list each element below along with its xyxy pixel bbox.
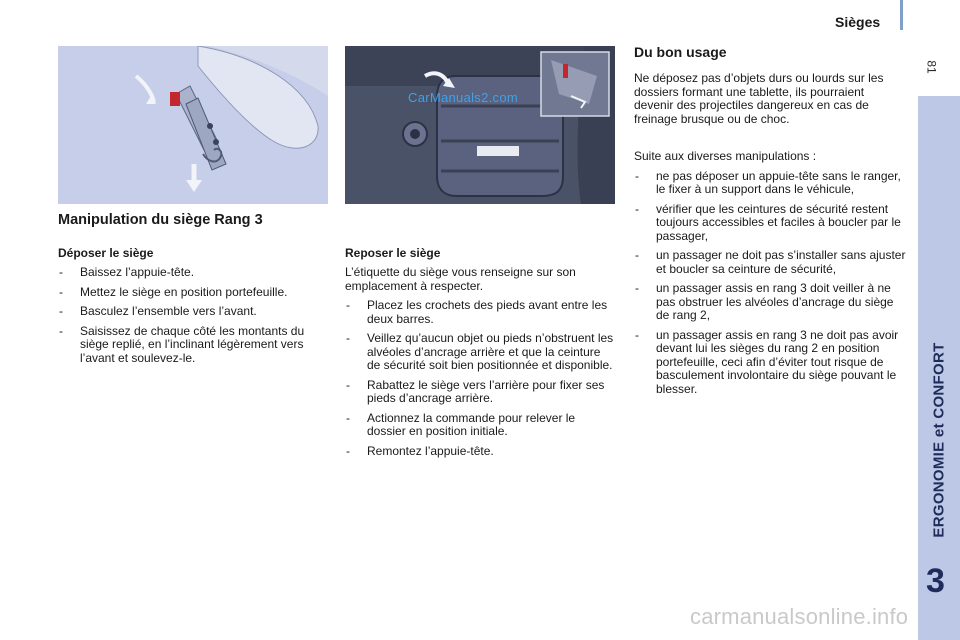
illustration-seat-removal bbox=[58, 46, 328, 204]
section-title: Manipulation du siège Rang 3 bbox=[58, 212, 263, 228]
remove-seat-heading: Déposer le siège bbox=[58, 246, 154, 260]
list-item: - un passager assis en rang 3 ne doit pas avoir devant lui les sièges du rang 2 en position portefeuille, ceci afin d’éviter tout risque de basculement involontaire du siège pouvant le blesser. bbox=[634, 329, 906, 397]
header-divider bbox=[900, 0, 903, 30]
footer-watermark: carmanualsonline.info bbox=[690, 604, 909, 629]
list-item: - Mettez le siège en position portefeuille. bbox=[58, 286, 330, 300]
refit-seat-heading: Reposer le siège bbox=[345, 246, 441, 260]
list-item: - Saisissez de chaque côté les montants du siège replié, en l’inclinant légèrement vers l’avant et soulevez-le. bbox=[58, 325, 330, 366]
list-item: - Basculez l’ensemble vers l’avant. bbox=[58, 305, 330, 319]
list-item: - Rabattez le siège vers l’arrière pour fixer ses pieds d’ancrage arrière. bbox=[345, 379, 617, 406]
remove-seat-steps bbox=[58, 266, 330, 365]
good-use-column bbox=[634, 44, 906, 402]
illustration-seat-refit bbox=[345, 46, 615, 204]
chapter-number: 3 bbox=[926, 562, 945, 600]
list-item: - un passager ne doit pas s’installer sans ajuster et boucler sa ceinture de sécurité, bbox=[634, 249, 906, 276]
list-item: - Remontez l’appuie-tête. bbox=[345, 445, 617, 459]
good-use-list bbox=[634, 170, 906, 397]
refit-seat-intro: L’étiquette du siège vous renseigne sur son emplacement à respecter. bbox=[345, 265, 576, 293]
list-item: - vérifier que les ceintures de sécurité restent toujours accessibles et faciles à boucler par le passager, bbox=[634, 203, 906, 244]
list-item: - Placez les crochets des pieds avant entre les deux barres. bbox=[345, 299, 617, 326]
page-number: 81 bbox=[924, 60, 939, 74]
list-item: - Actionnez la commande pour relever le dossier en position initiale. bbox=[345, 412, 617, 439]
chapter-title-vertical: ERGONOMIE et CONFORT bbox=[930, 342, 948, 538]
page-header-title: Sièges bbox=[835, 14, 881, 30]
refit-seat-steps bbox=[345, 299, 617, 458]
list-item: - ne pas déposer un appuie-tête sans le ranger, le fixer à un support dans le véhicule, bbox=[634, 170, 906, 197]
list-item: - Baissez l’appuie-tête. bbox=[58, 266, 330, 280]
good-use-title: Du bon usage bbox=[634, 44, 727, 60]
good-use-warning: Ne déposez pas d’objets durs ou lourds sur les dossiers formant une tablette, ils pourraient devenir des projectiles dangereux en cas de freinage brusque ou de choc. bbox=[634, 71, 884, 126]
list-item: - un passager assis en rang 3 doit veiller à ne pas obstruer les alvéoles d’ancrage du siège de rang 2, bbox=[634, 282, 906, 323]
remove-seat-column bbox=[58, 246, 330, 371]
good-use-intro: Suite aux diverses manipulations : bbox=[634, 149, 817, 163]
image-watermark: CarManuals2.com bbox=[408, 90, 518, 105]
refit-seat-column bbox=[345, 246, 617, 464]
list-item: - Veillez qu’aucun objet ou pieds n’obstruent les alvéoles d’ancrage arrière et que la ceinture de sécurité soit bien positionnée et disponible. bbox=[345, 332, 617, 373]
